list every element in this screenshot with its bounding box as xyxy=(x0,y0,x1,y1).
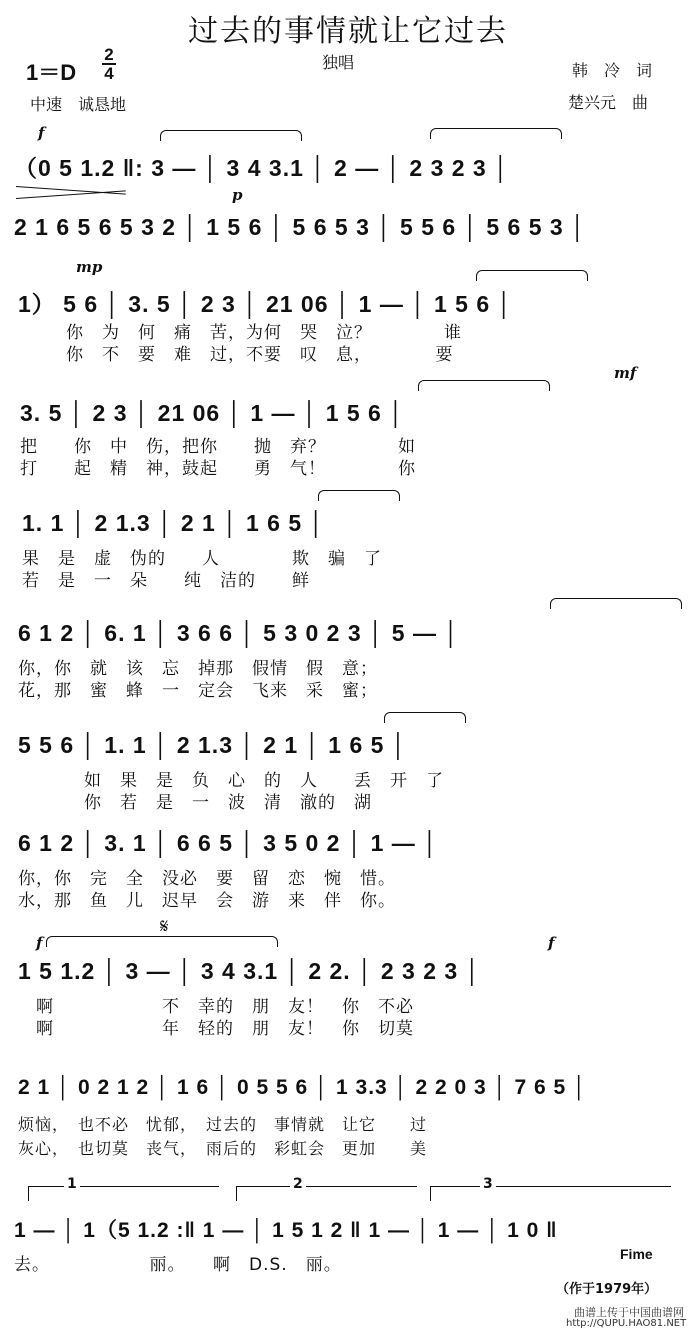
composition-date: （作于1979年） xyxy=(556,1282,658,1297)
notation-row: 6 1 2 │ 6. 1 │ 3 6 6 │ 5 3 0 2 3 │ 5 — │ xyxy=(18,620,460,646)
lyric-line-2: 水，那 鱼 儿 迟早 会 游 来 伴 你。 xyxy=(18,891,396,911)
segno-icon: 𝄋 xyxy=(160,914,169,938)
tie-arc xyxy=(160,130,302,141)
notation-row: 1 — │ 1（5 1.2 :‖ 1 — │ 1 5 1 2 ‖ 1 — │ 1 — │ 1 0 ‖ xyxy=(14,1219,558,1242)
tie-arc xyxy=(318,490,400,501)
notation-row: 1） 5 6 │ 3. 5 │ 2 3 │ 21 06 │ 1 — │ 1 5 6 │ xyxy=(18,291,513,317)
notation-row: 2 1 │ 0 2 1 2 │ 1 6 │ 0 5 5 6 │ 1 3.3 │ 2 2 0 3 │ 7 6 5 │ xyxy=(18,1076,588,1099)
notation-row: 3. 5 │ 2 3 │ 21 06 │ 1 — │ 1 5 6 │ xyxy=(20,400,405,426)
tie-arc xyxy=(476,270,588,281)
lyric-line-2: 灰心， 也切莫 丧气， 雨后的 彩虹会 更加 美 xyxy=(18,1139,428,1158)
key-signature: 1＝D xyxy=(26,60,77,85)
tie-arc xyxy=(430,128,562,139)
lyric-line-2: 若 是 一 朵 纯 洁的 鲜 xyxy=(22,571,310,591)
notation-row: 5 5 6 │ 1. 1 │ 2 1.3 │ 2 1 │ 1 6 5 │ xyxy=(18,732,408,758)
fine-mark: Fime xyxy=(620,1246,653,1262)
volta-bracket-3 xyxy=(430,1186,671,1201)
dynamic-mark: f xyxy=(548,934,555,952)
notation-row: 6 1 2 │ 3. 1 │ 6 6 5 │ 3 5 0 2 │ 1 — │ xyxy=(18,830,439,856)
lyric-line-1: 你，你 就 该 忘 掉那 假情 假 意； xyxy=(18,659,378,679)
volta-number: 1 xyxy=(64,1176,80,1192)
lyric-line-2: 你 若 是 一 波 清 澈的 湖 xyxy=(84,793,372,813)
lyric-line-1: 去。 丽。 啊 D.S. 丽。 xyxy=(14,1255,342,1275)
dynamic-mark: f xyxy=(36,934,43,952)
watermark-line-2: http://QUPU.HAO81.NET xyxy=(566,1318,687,1329)
volta-number: 2 xyxy=(290,1176,306,1192)
lyric-line-1: 啊 不 幸的 朋 友！ 你 不必 xyxy=(36,997,414,1017)
tie-arc xyxy=(418,380,550,391)
time-signature: 2 4 xyxy=(102,46,116,82)
volta-bracket-2 xyxy=(236,1186,417,1201)
tie-arc xyxy=(384,712,466,723)
lyric-line-1: 你，你 完 全 没必 要 留 恋 惋 惜。 xyxy=(18,869,396,889)
decrescendo-line xyxy=(16,190,126,199)
notation-row: （0 5 1.2 ‖: 3 — │ 3 4 3.1 │ 2 — │ 2 3 2 3 │ xyxy=(14,155,510,181)
lyric-line-1: 把 你 中 伤，把你 抛 弃？ 如 xyxy=(20,437,416,457)
notation-row: 2 1 6 5 6 5 3 2 │ 1 5 6 │ 5 6 5 3 │ 5 5 6 │ 5 6 5 3 │ xyxy=(14,214,587,240)
watermark-line-1: 曲谱上传于中国曲谱网 xyxy=(574,1306,684,1319)
lyric-line-2: 花，那 蜜 蜂 一 定会 飞来 采 蜜； xyxy=(18,681,378,701)
lyric-line-1: 如 果 是 负 心 的 人 丢 开 了 xyxy=(84,771,444,791)
volta-number: 3 xyxy=(480,1176,496,1192)
dynamic-mark: f xyxy=(38,124,45,142)
dynamic-mark: p xyxy=(232,186,243,204)
tempo-marking: 中速 诚恳地 xyxy=(30,95,127,114)
notation-row: 1 5 1.2 │ 3 — │ 3 4 3.1 │ 2 2. │ 2 3 2 3 │ xyxy=(18,958,481,984)
lyric-line-2: 啊 年 轻的 朋 友！ 你 切莫 xyxy=(36,1019,414,1039)
lyric-line-1: 果 是 虚 伪的 人 欺 骗 了 xyxy=(22,549,382,569)
performance-type: 独唱 xyxy=(322,53,355,72)
composer: 楚兴元 曲 xyxy=(568,93,649,112)
page-title: 过去的事情就让它过去 xyxy=(188,14,508,49)
lyric-line-2: 你 不 要 难 过，不要 叹 息， 要 xyxy=(66,345,454,365)
dynamic-mark: mp xyxy=(76,258,103,276)
lyric-line-1: 烦恼， 也不必 忧郁， 过去的 事情就 让它 过 xyxy=(18,1115,428,1134)
volta-bracket-1 xyxy=(28,1186,219,1201)
lyric-line-1: 你 为 何 痛 苦，为何 哭 泣？ 谁 xyxy=(66,323,462,343)
notation-row: 1. 1 │ 2 1.3 │ 2 1 │ 1 6 5 │ xyxy=(22,510,325,536)
lyric-line-2: 打 起 精 神，鼓起 勇 气！ 你 xyxy=(20,459,416,479)
tie-arc xyxy=(550,598,682,609)
lyricist: 韩 冷 词 xyxy=(572,61,653,80)
dynamic-mark: mf xyxy=(614,364,637,382)
tie-arc xyxy=(46,936,278,947)
